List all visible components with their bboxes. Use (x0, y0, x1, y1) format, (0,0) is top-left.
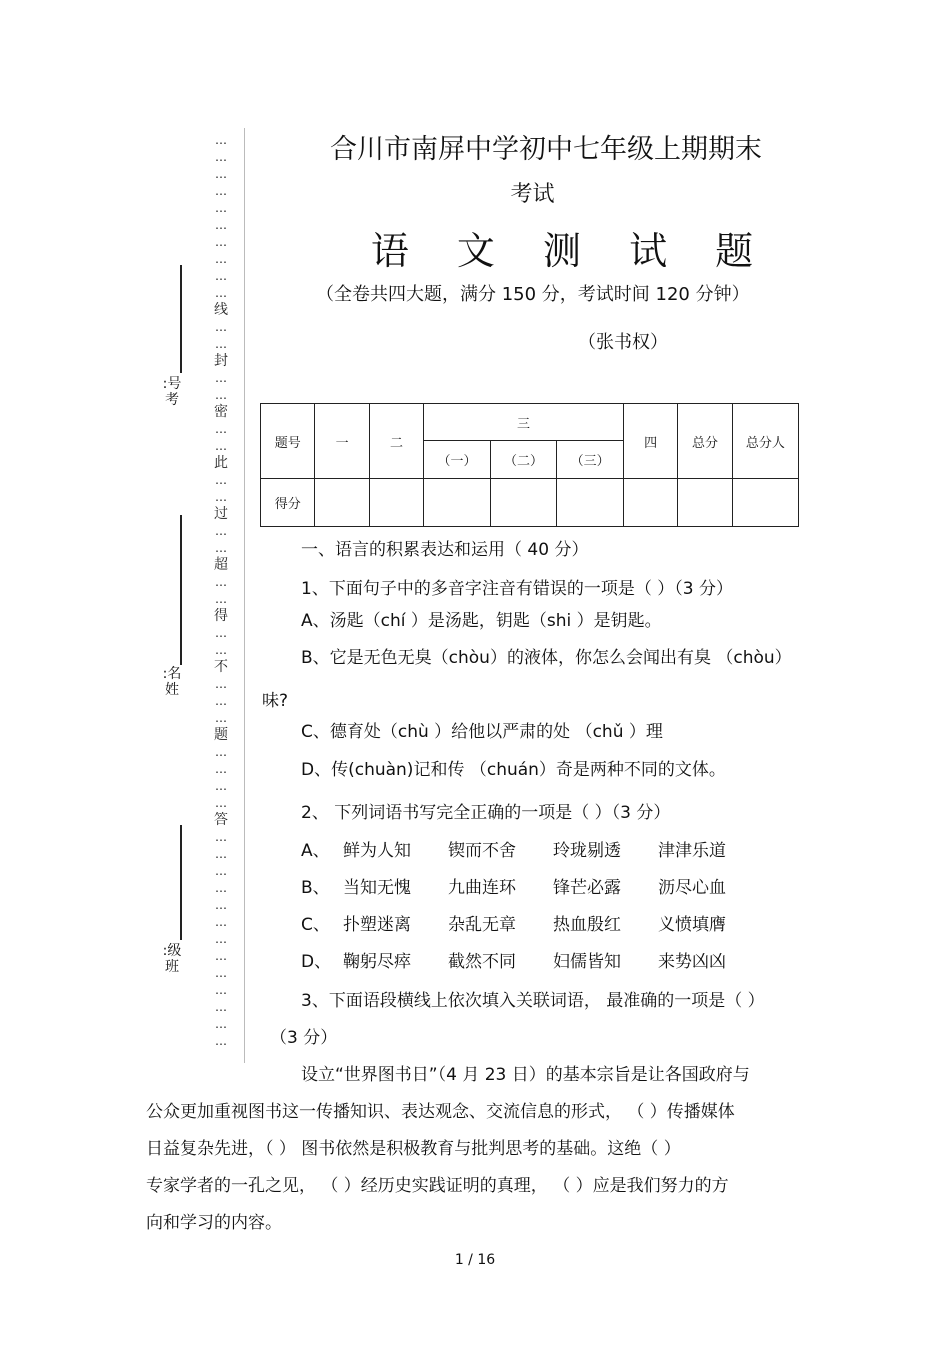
option-word: 杂乱无章 (448, 915, 516, 935)
exam-subtitle: （全卷共四大题，满分 150 分，考试时间 120 分钟） (316, 284, 750, 305)
exam-no-line (180, 265, 182, 373)
option-word: 热血殷红 (553, 915, 621, 935)
score-cell (490, 479, 557, 527)
option-word: 鲜为人知 (343, 841, 411, 861)
option-word: 义愤填膺 (658, 915, 726, 935)
seal-char: 密 (214, 404, 228, 420)
passage-line: 向和学习的内容。 (146, 1213, 282, 1233)
subheader-cell: （一） (424, 441, 491, 479)
binding-margin-dots: … … … … … … … … … … 线 … … 封 … … 密 … … 此 … … 过 … … 超 … … 得 … … 不 … … … 题 … … … … 答 … … … … … … … … … … … … … (214, 133, 228, 1048)
header-cell: 二 (369, 404, 423, 479)
option-word: 妇儒皆知 (553, 952, 621, 972)
question-2-option-d (301, 947, 763, 972)
header-cell: 三 (424, 404, 624, 441)
question-1-option-b-cont: 味? (262, 691, 289, 711)
header-cell: 总分 (678, 404, 732, 479)
question-2-option-b (301, 873, 763, 898)
option-label: C、 (301, 915, 330, 935)
score-table (260, 403, 799, 527)
option-word: 截然不同 (448, 952, 516, 972)
seal-char: 此 (214, 455, 228, 471)
exam-title-line2: 考试 (510, 182, 555, 207)
header-cell: 一 (315, 404, 369, 479)
seal-char: 超 (214, 557, 228, 573)
exam-author: （张书权） (578, 332, 668, 353)
question-2-option-c (301, 910, 763, 935)
seal-char: 过 (214, 506, 228, 522)
passage-line: 设立“世界图书日”（4 月 23 日）的基本宗旨是让各国政府与 (301, 1065, 750, 1085)
option-word: 来势凶凶 (658, 952, 726, 972)
passage-line: 日益复杂先进，（ ） 图书依然是积极教育与批判思考的基础。这绝（ ） (146, 1139, 681, 1159)
seal-char: 答 (214, 812, 228, 828)
exam-no-label: :号考 (162, 376, 182, 408)
class-line (180, 825, 182, 940)
name-label: :名姓 (162, 666, 182, 698)
seal-char: 线 (214, 302, 228, 318)
question-1-option-a: A、汤匙（chí ）是汤匙，钥匙（shi ）是钥匙。 (301, 611, 662, 631)
seal-char: 题 (214, 727, 228, 743)
section-heading: 一、语言的积累表达和运用（ 40 分） (301, 540, 589, 560)
option-word: 锋芒必露 (553, 878, 621, 898)
score-cell (315, 479, 369, 527)
subheader-cell: （三） (557, 441, 624, 479)
question-2-option-a (301, 836, 763, 861)
seal-char: 不 (214, 659, 228, 675)
subheader-cell: （二） (490, 441, 557, 479)
score-cell (369, 479, 423, 527)
score-cell (424, 479, 491, 527)
option-label: B、 (301, 878, 330, 898)
exam-main-title: 语 文 测 试 题 (370, 229, 772, 273)
question-1-option-c: C、德育处（chù ）给他以严肃的处 （chǔ ）理 (301, 722, 663, 742)
option-word: 扑塑迷离 (343, 915, 411, 935)
header-cell: 总分人 (732, 404, 798, 479)
exam-title-line1: 合川市南屏中学初中七年级上期期末 (330, 134, 762, 165)
option-word: 玲珑剔透 (553, 841, 621, 861)
option-label: A、 (301, 841, 330, 861)
option-word: 当知无愧 (343, 878, 411, 898)
header-cell: 题号 (261, 404, 315, 479)
header-cell: 四 (623, 404, 677, 479)
option-word: 津津乐道 (658, 841, 726, 861)
passage-line: 专家学者的一孔之见， （ ）经历史实践证明的真理， （ ）应是我们努力的方 (146, 1176, 729, 1196)
score-cell (557, 479, 624, 527)
question-2-stem: 2、 下列词语书写完全正确的一项是（ ）（3 分） (301, 803, 671, 823)
option-label: D、 (301, 952, 332, 972)
page-number: 1 / 16 (454, 1252, 496, 1268)
question-3-stem-cont: （3 分） (270, 1028, 338, 1048)
score-cell (732, 479, 798, 527)
option-word: 锲而不舍 (448, 841, 516, 861)
seal-char: 封 (214, 353, 228, 369)
option-word: 鞠躬尽瘁 (343, 952, 411, 972)
passage-line: 公众更加重视图书这一传播知识、表达观念、交流信息的形式， （ ）传播媒体 (146, 1102, 735, 1122)
option-word: 九曲连环 (448, 878, 516, 898)
question-1-option-b: B、它是无色无臭（chòu）的液体，你怎么会闻出有臭 （chòu） (301, 648, 792, 668)
option-word: 沥尽心血 (658, 878, 726, 898)
question-1-option-d: D、传(chuàn)记和传 （chuán）奇是两种不同的文体。 (301, 760, 726, 780)
class-label: :级班 (162, 943, 182, 975)
question-3-stem: 3、下面语段横线上依次填入关联词语， 最准确的一项是（ ） (301, 991, 765, 1011)
score-cell (678, 479, 732, 527)
seal-char: 得 (214, 608, 228, 624)
score-cell (623, 479, 677, 527)
name-line (180, 515, 182, 665)
row-label: 得分 (261, 479, 315, 527)
question-1-stem: 1、下面句子中的多音字注音有错误的一项是（ ）（3 分） (301, 579, 733, 599)
